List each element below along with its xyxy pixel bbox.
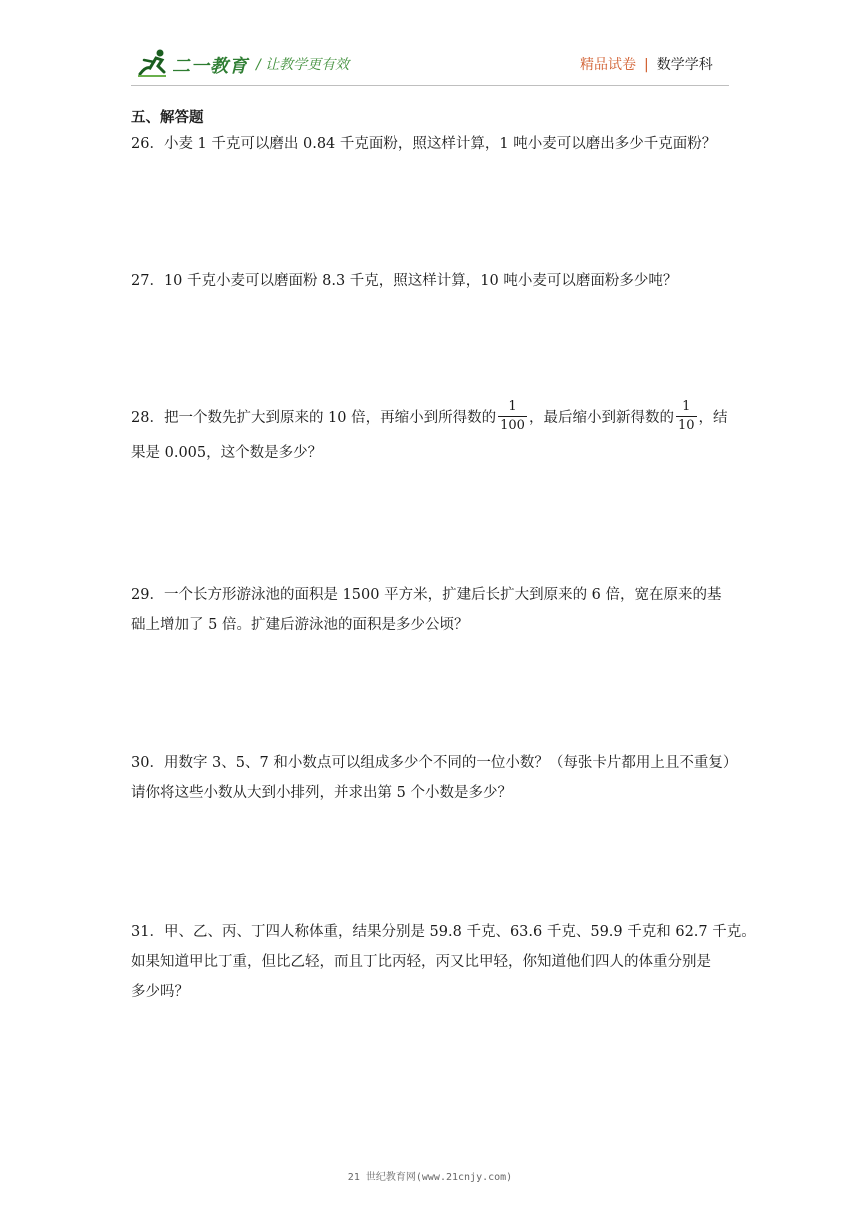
question-line: 30．用数字 3、5、7 和小数点可以组成多少个不同的一位小数？（每张卡片都用上且不重复）	[131, 755, 738, 771]
page-header	[0, 0, 860, 100]
fraction-numerator: 1	[508, 398, 517, 414]
question-26	[131, 129, 731, 159]
question-28	[131, 400, 731, 468]
fraction	[498, 400, 527, 433]
question-line: 果是 0.005，这个数是多少？	[131, 445, 323, 461]
question-line: 31．甲、乙、丙、丁四人称体重，结果分别是 59.8 千克、63.6 千克、59.9 千克和 62.7 千克。	[131, 924, 756, 940]
logo	[136, 46, 248, 80]
question-line: 27．10 千克小麦可以磨面粉 8.3 千克，照这样计算，10 吨小麦可以磨面粉多少吨？	[131, 273, 678, 289]
brand-left: 精品试卷	[580, 57, 636, 73]
page-footer: 21 世纪教育网(www.21cnjy.com)	[347, 1172, 513, 1183]
question-31	[131, 917, 756, 1007]
fraction-denominator: 10	[677, 417, 695, 433]
question-line: 多少吗？	[131, 984, 189, 1000]
question-29	[131, 580, 731, 640]
question-line: 29．一个长方形游泳池的面积是 1500 平方米，扩建后长扩大到原来的 6 倍，宽在原来的基	[131, 587, 722, 603]
brand-separator: |	[644, 57, 649, 73]
question-line: 如果知道甲比丁重，但比乙轻，而且丁比丙轻，丙又比甲轻，你知道他们四人的体重分别是	[131, 954, 711, 970]
fraction-numerator: 1	[682, 398, 691, 414]
question-30	[131, 748, 738, 808]
question-text: ，结	[698, 410, 728, 426]
question-27	[131, 266, 731, 296]
question-line: 础上增加了 5 倍。扩建后游泳池的面积是多少公顷？	[131, 617, 469, 633]
question-text: ，最后缩小到新得数的	[528, 410, 674, 426]
question-line: 26．小麦 1 千克可以磨出 0.84 千克面粉，照这样计算，1 吨小麦可以磨出多少千克面粉？	[131, 136, 717, 152]
brand-right: 数学学科	[656, 57, 713, 73]
fraction-bar	[676, 416, 697, 417]
slogan: / 让教学更有效	[256, 57, 350, 73]
header-divider	[131, 85, 729, 86]
brand-label	[580, 54, 713, 74]
fraction-denominator: 100	[500, 417, 525, 433]
fraction	[676, 400, 697, 433]
logo-text: 二一教育	[172, 56, 248, 77]
question-line: 请你将这些小数从大到小排列，并求出第 5 个小数是多少？	[131, 785, 512, 801]
runner-logo-icon	[136, 46, 172, 80]
fraction-bar	[498, 416, 527, 417]
question-text: 28．把一个数先扩大到原来的 10 倍，再缩小到所得数的	[131, 410, 497, 426]
section-title: 五、解答题	[131, 110, 204, 126]
question-line	[131, 400, 731, 440]
